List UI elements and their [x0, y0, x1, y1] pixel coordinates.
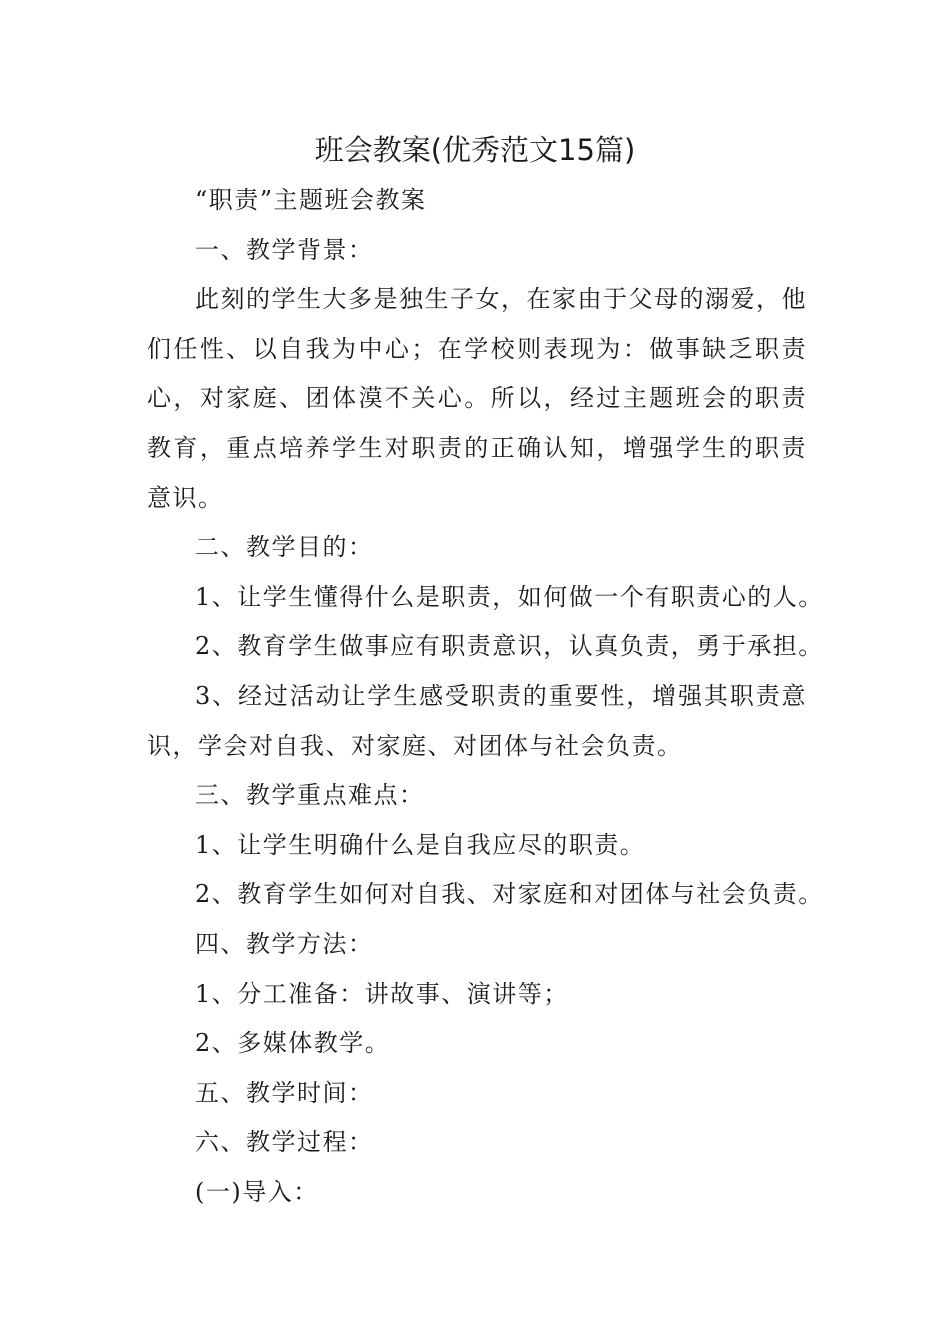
paragraph-key-point-2: 2、教育学生如何对自我、对家庭和对团体与社会负责。: [195, 880, 824, 909]
paragraph-key-point-1: 1、让学生明确什么是自我应尽的职责。: [195, 830, 646, 859]
paragraph-goal-3: 3、经过活动让学生感受职责的重要性，增强其职责意识，学会对自我、对家庭、对团体与社会负责。: [147, 681, 807, 760]
document-body: [147, 176, 824, 1217]
paragraph-goal-1: 1、让学生懂得什么是职责，如何做一个有职责心的人。: [195, 582, 824, 611]
paragraph-goal-2: 2、教育学生做事应有职责意识，认真负责，勇于承担。: [195, 632, 824, 661]
paragraph-section-goals: 二、教学目的：: [195, 533, 374, 562]
document-title: 班会教案(优秀范文15篇): [314, 133, 636, 167]
paragraph-background-text: 此刻的学生大多是独生子女，在家由于父母的溺爱，他们任性、以自我为中心；在学校则表现为：做事缺乏职责心，对家庭、团体漠不关心。所以，经过主题班会的职责教育，重点培养学生对职责的正确认知，增强学生的职责意识。: [147, 285, 807, 512]
paragraph-section-key-points: 三、教学重点难点：: [195, 781, 425, 810]
paragraph-section-process: 六、教学过程：: [195, 1128, 374, 1157]
paragraph-intro: (一)导入：: [195, 1177, 319, 1206]
paragraph-section-time: 五、教学时间：: [195, 1078, 374, 1107]
paragraph-theme-heading: “职责”主题班会教案: [195, 186, 427, 214]
paragraph-section-methods: 四、教学方法：: [195, 929, 374, 958]
paragraph-method-2: 2、多媒体教学。: [195, 1029, 391, 1058]
paragraph-method-1: 1、分工准备：讲故事、演讲等；: [195, 979, 569, 1008]
paragraph-section-background: 一、教学背景：: [195, 235, 374, 264]
